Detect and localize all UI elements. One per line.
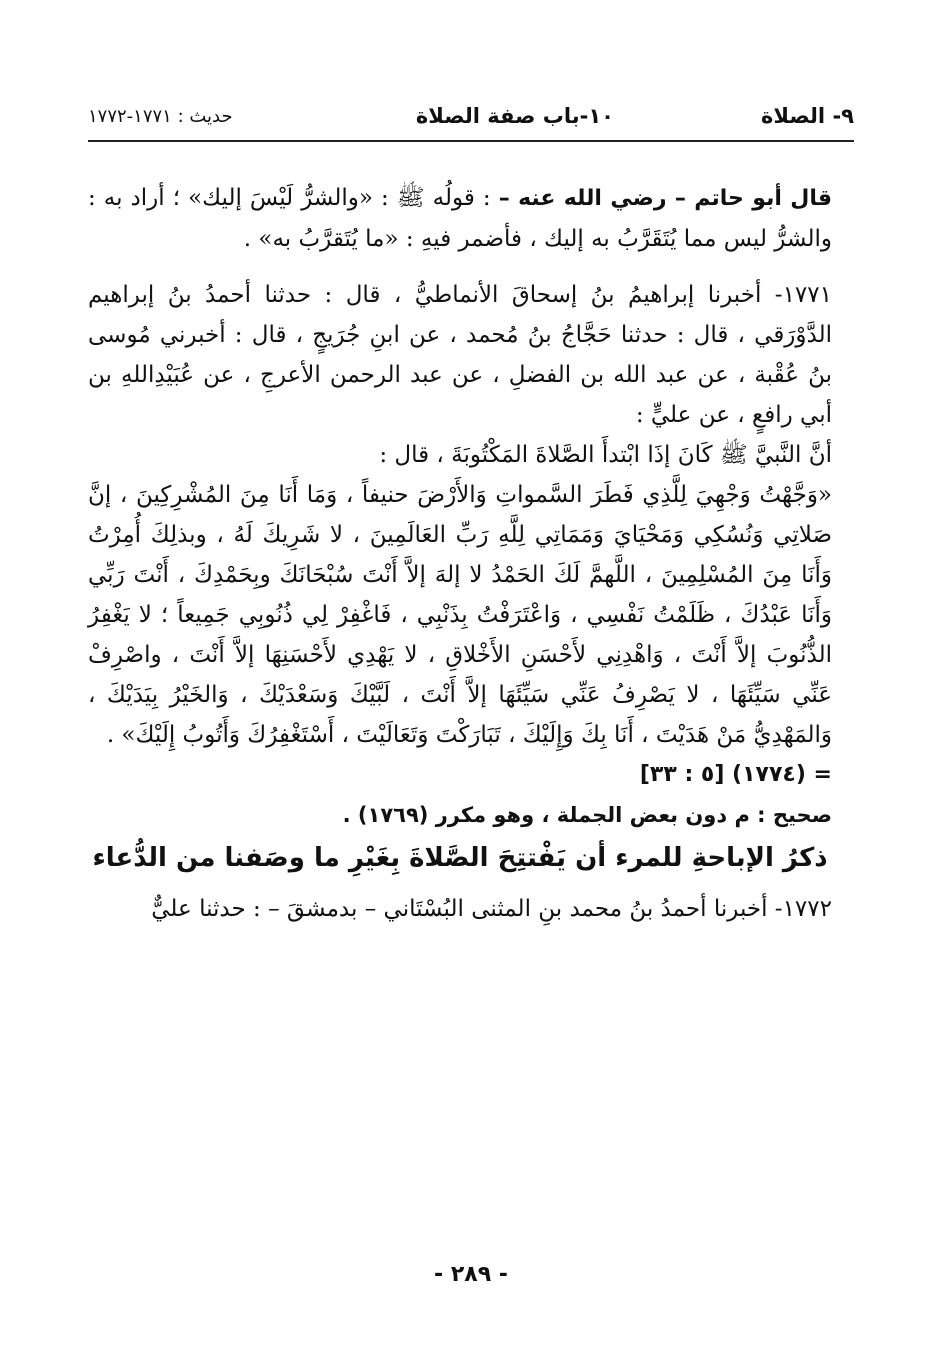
hadith-1771-grading: صحيح : م دون بعض الجملة ، وهو مكرر (١٧٦٩) .	[342, 803, 832, 827]
header-divider	[88, 140, 854, 142]
header-chapter: ١٠-باب صفة الصلاة	[415, 104, 614, 128]
header-section: ٩- الصلاة	[761, 104, 854, 128]
hadith-1771-isnad: ١٧٧١- أخبرنا إبراهيمُ بنُ إسحاقَ الأنماطيُّ ، قال : حدثنا أحمدُ بنُ إبراهيم الدَّوْرَقي ، قال : حدثنا حَجَّاجُ بنُ مُحمد ، عن ابنِ جُرَيجٍ ، قال : أخبرني مُوسى بنُ عُقْبة ، عن عبد الله بن الفضلِ ، عن عبد الرحمن الأعرجِ ، عن عُبَيْدِاللهِ بن أبي رافعٍ ، عن عليٍّ :	[88, 282, 832, 428]
hadith-1771-cross-reference: = (١٧٧٤) [٥ : ٣٣]	[639, 762, 832, 787]
section-heading: ذكرُ الإباحةِ للمرء أن يَفْتتِحَ الصَّلاةَ بِغَيْرِ ما وصَفنا من الدُّعاء	[92, 843, 828, 873]
hadith-1771-matn-intro: أنَّ النَّبيَّ ﷺ كَانَ إذَا ابْتدأَ الصَّلاةَ المَكْتُوبَةَ ، قال :	[379, 442, 832, 468]
running-header	[88, 100, 854, 140]
commentary-text: : قولُه ﷺ : «والشرُّ لَيْسَ إليك» ؛ أراد به : والشرُّ ليس مما يُتَقَرَّبُ به إليك ، فأضمر فيهِ : «ما يُتَقرَّبُ به» .	[88, 185, 832, 252]
hadith-1771-dua: «وَجَّهْتُ وَجْهِيَ لِلَّذِي فَطَرَ السَّمواتِ وَالأَرْضَ حنيفاً ، وَمَا أَنَا مِنَ المُشْرِكِينَ ، إنَّ صَلاتِي وَنُسُكِي وَمَحْيَايَ وَمَمَاتِي لِلَّهِ رَبِّ العَالَمِينَ ، لا شَرِيكَ لَهُ ، وبذلِكَ أُمِرْتُ وَأَنَا مِنَ المُسْلِمِينَ ، اللَّهمَّ لَكَ الحَمْدُ لا إلهَ إلاَّ أَنْتَ سُبْحَانَكَ وبِحَمْدِكَ ، أَنْتَ رَبِّي وَأَنَا عَبْدُكَ ، ظَلَمْتُ نَفْسِي ، وَاعْتَرَفْتُ بِذَنْبِي ، فَاغْفِرْ لِي ذُنُوبِي جَمِيعاً ؛ لا يَغْفِرُ الذُّنُوبَ إلاَّ أَنْتَ ، وَاهْدِنِي لأَحْسَنِ الأَخْلاقِ ، لا يَهْدِي لأَحْسَنِهَا إلاَّ أَنْتَ ، واصْرِفْ عَنِّي سَيِّئَهَا ، لا يَصْرِفُ عَنِّي سَيِّئَهَا إلاَّ أَنْتَ ، لَبَّيْكَ وَسَعْدَيْكَ ، وَالخَيْرُ بِيَدَيْكَ ، وَالمَهْدِيُّ مَنْ هَدَيْتَ ، أَنَا بِكَ وَإِلَيْكَ ، تَبَارَكْتَ وَتَعَالَيْتَ ، أَسْتَغْفِرُكَ وَأَتُوبُ إِلَيْكَ» .	[88, 482, 832, 748]
commentary-lead: قال أبو حاتم – رضي الله عنه –	[498, 186, 833, 211]
header-hadith-range: حديث : ١٧٧١-١٧٧٢	[88, 106, 233, 127]
hadith-1772-isnad: ١٧٧٢- أخبرنا أحمدُ بنُ محمد بنِ المثنى البُسْتَاني – بدمشقَ – : حدثنا عليٌّ	[151, 896, 832, 922]
commentary-paragraph	[88, 178, 832, 259]
page-body	[88, 178, 832, 929]
page-number: - ٢٨٩ -	[434, 1262, 508, 1287]
